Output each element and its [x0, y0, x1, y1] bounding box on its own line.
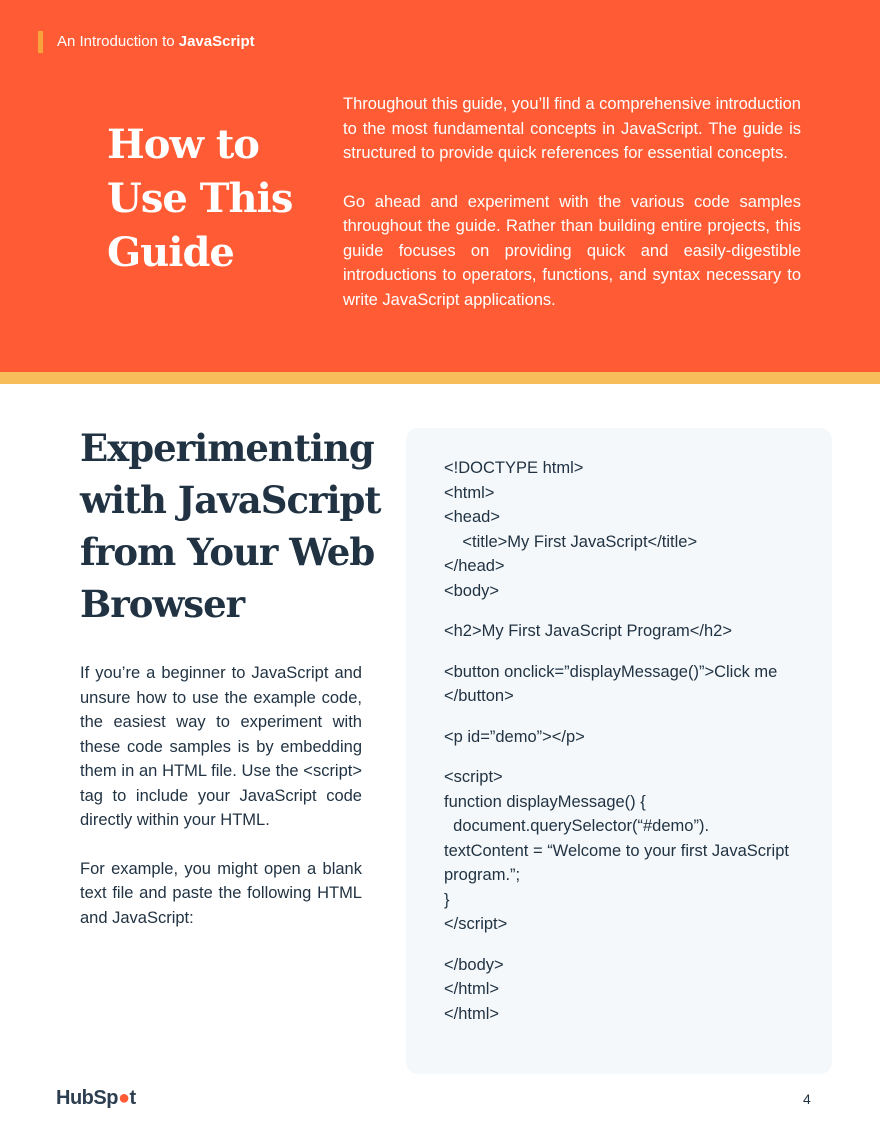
code-line: </html> [444, 980, 500, 998]
hero-title: How to Use This Guide [107, 121, 293, 276]
code-line: <head> [444, 508, 500, 526]
code-line: <script> [444, 768, 503, 786]
code-line: textContent = “Welcome to your first JavaScript program.”; [444, 841, 794, 884]
hero-intro [343, 92, 801, 336]
running-header [57, 33, 255, 50]
code-line: </button> [444, 687, 514, 705]
code-line: <body> [444, 581, 500, 600]
hubspot-logo: HubSp●t [56, 1087, 136, 1109]
code-line: </head> [444, 557, 505, 575]
page-number: 4 [803, 1091, 811, 1107]
code-line: <p id=”demo”></p> [444, 727, 585, 746]
code-line: <title>My First JavaScript</title> [444, 532, 698, 551]
code-line: function displayMessage() { [444, 792, 646, 811]
code-gap [444, 749, 794, 765]
code-line: </html> [444, 1004, 500, 1023]
body-paragraph: For example, you might open a blank text file and paste the following HTML and JavaScript: [80, 859, 362, 927]
divider-stripe [0, 372, 880, 384]
intro-paragraph: Go ahead and experiment with the various code samples throughout the guide. Rather than building entire projects, this guide focuses on providing quick and easily-digestible introductions to operators, functions, and syntax necessary to write JavaScript applications. [343, 192, 801, 309]
code-line: document.querySelector(“#demo”). [444, 817, 710, 835]
running-header-prefix: An Introduction to [57, 33, 179, 50]
intro-paragraph: Throughout this guide, you’ll find a comprehensive introduction to the most fundamental concepts in JavaScript. The guide is structured to provide quick references for essential concepts. [343, 95, 801, 162]
code-gap [444, 709, 794, 725]
running-header-bold: JavaScript [178, 33, 255, 50]
code-line: </body> [444, 955, 504, 974]
body-paragraph: If you’re a beginner to JavaScript and unsure how to use the example code, the easiest way to experiment with these code samples is by embedding them in an HTML file. Use the <script> tag to include your JavaScript code directly within your HTML. [80, 664, 362, 829]
code-gap [444, 603, 794, 619]
section-title: Experimenting with JavaScript from Your Web Browser [80, 426, 381, 626]
code-gap [444, 644, 794, 660]
code-line: <h2>My First JavaScript Program</h2> [444, 622, 732, 640]
code-line: <html> [444, 483, 495, 502]
code-gap [444, 937, 794, 953]
code-sample [406, 428, 832, 1074]
running-header-marker [38, 31, 43, 53]
code-line: } [444, 890, 450, 909]
section-body [80, 661, 362, 954]
code-line: <button onclick=”displayMessage()”>Click me [444, 662, 778, 681]
code-line: </script> [444, 915, 508, 933]
code-line: <!DOCTYPE html> [444, 459, 584, 477]
